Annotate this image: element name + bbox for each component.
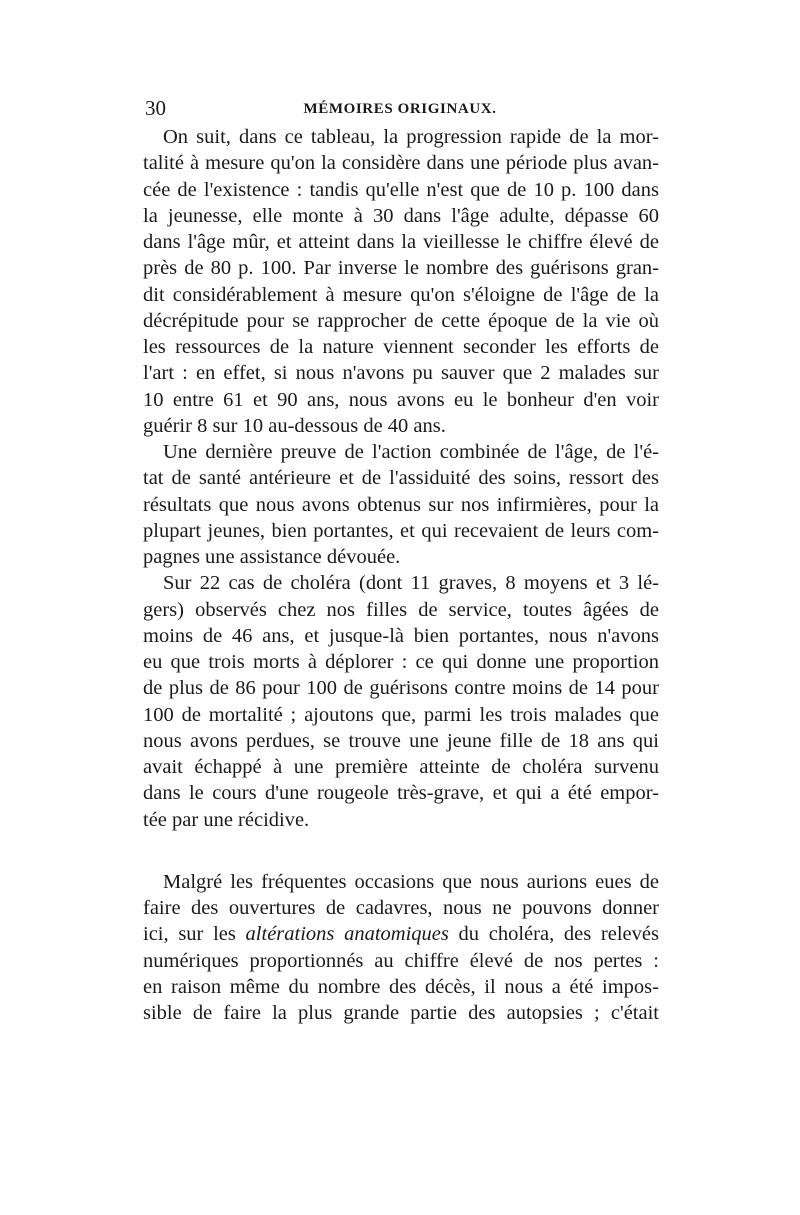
- text-line: la jeunesse, elle monte à 30 dans l'âge adulte, dépasse 60: [143, 204, 659, 227]
- page-number: 30: [145, 96, 166, 120]
- paragraph-gap: [143, 833, 659, 869]
- text-line: décrépitude pour se rapprocher de cette époque de la vie où: [143, 309, 659, 332]
- text-line: près de 80 p. 100. Par inverse le nombre des guérisons gran-: [143, 257, 659, 280]
- text-line: On suit, dans ce tableau, la progression rapide de la mor-: [163, 126, 659, 148]
- text-line: numériques proportionnés au chiffre élevé de nos pertes :: [143, 949, 659, 972]
- text-line: de plus de 86 pour 100 de guérisons contre moins de 14 pour: [143, 677, 659, 700]
- text-line: ici, sur les altérations anatomiques du choléra, des relevés: [143, 923, 659, 946]
- text-line: Malgré les fréquentes occasions que nous aurions eues de: [163, 870, 659, 893]
- text-line: nous avons perdues, se trouve une jeune fille de 18 ans qui: [143, 729, 659, 752]
- page-header: [145, 96, 655, 120]
- text-line: tée par une récidive.: [143, 808, 310, 831]
- text-line: dans le cours d'une rougeole très-grave, et qui a été empor-: [143, 782, 659, 805]
- text-line: gers) observés chez nos filles de service, toutes âgées de: [143, 598, 659, 621]
- text-line: plupart jeunes, bien portantes, et qui recevaient de leurs com-: [143, 519, 659, 542]
- running-title: MÉMOIRES ORIGINAUX.: [303, 101, 497, 117]
- text-line: eu que trois morts à déplorer : ce qui donne une proportion: [143, 651, 659, 673]
- body-text: [143, 124, 659, 1026]
- text-line: Sur 22 cas de choléra (dont 11 graves, 8 moyens et 3 lé-: [163, 572, 659, 595]
- text-line: moins de 46 ans, et jusque-là bien portantes, nous n'avons: [143, 624, 659, 647]
- text-line: l'art : en effet, si nous n'avons pu sauver que 2 malades sur: [143, 362, 659, 385]
- italic-term: altérations anatomiques: [245, 923, 449, 946]
- text-line: cée de l'existence : tandis qu'elle n'est que de 10 p. 100 dans: [143, 178, 659, 201]
- text-line: dans l'âge mûr, et atteint dans la vieillesse le chiffre élevé de: [143, 231, 659, 253]
- text-line: pagnes une assistance dévouée.: [143, 546, 401, 568]
- text-line: sible de faire la plus grande partie des autopsies ; c'était: [143, 1002, 659, 1024]
- text-line: les ressources de la nature viennent seconder les efforts de: [143, 336, 659, 358]
- text-line: 10 entre 61 et 90 ans, nous avons eu le bonheur d'en voir: [143, 388, 659, 411]
- text-line: en raison même du nombre des décès, il nous a été impos-: [143, 975, 659, 998]
- text-line: 100 de mortalité ; ajoutons que, parmi les trois malades que: [143, 703, 659, 726]
- text-line: Une dernière preuve de l'action combinée de l'âge, de l'é-: [163, 441, 659, 463]
- text-line: talité à mesure qu'on la considère dans une période plus avan-: [143, 152, 659, 175]
- text-line: avait échappé à une première atteinte de choléra survenu: [143, 756, 659, 778]
- text-line: dit considérablement à mesure qu'on s'éloigne de l'âge de la: [143, 283, 659, 306]
- text-line: tat de santé antérieure et de l'assiduité des soins, ressort des: [143, 467, 659, 490]
- text-line: faire des ouvertures de cadavres, nous ne pouvons donner: [143, 897, 659, 919]
- text-line: résultats que nous avons obtenus sur nos infirmières, pour la: [143, 493, 659, 516]
- text-line: guérir 8 sur 10 au-dessous de 40 ans.: [143, 414, 446, 437]
